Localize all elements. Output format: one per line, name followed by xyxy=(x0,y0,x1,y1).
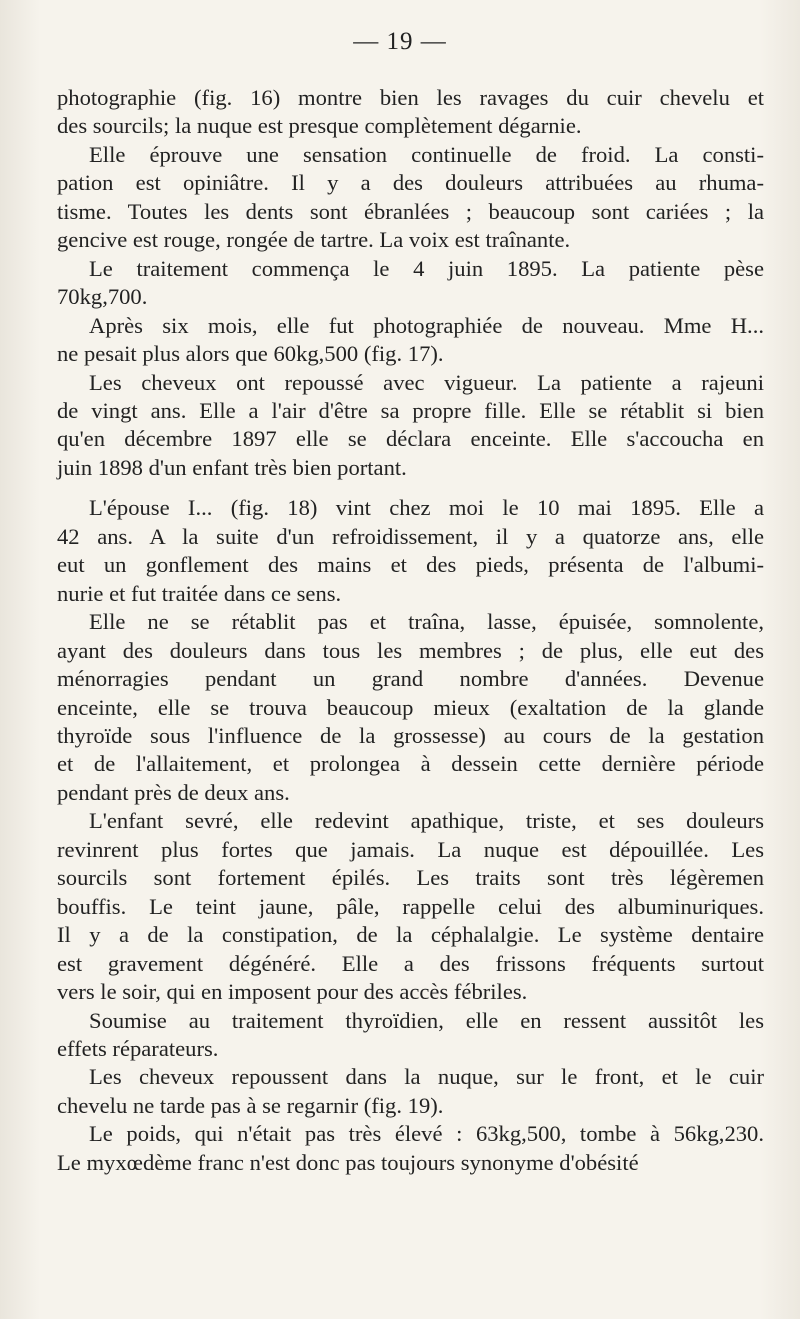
text-line: Le myxœdème franc n'est donc pas toujours synonyme d'obésité xyxy=(57,1149,639,1175)
text-line: ayant des douleurs dans tous les membres ; de plus, elle eut des xyxy=(57,637,764,663)
text-line: Le poids, qui n'était pas très élevé : 63kg,500, tombe à 56kg,230. xyxy=(89,1121,764,1147)
page-number: — 19 — xyxy=(353,28,447,55)
text-line: vers le soir, qui en imposent pour des accès fébriles. xyxy=(57,979,528,1005)
text-line: Soumise au traitement thyroïdien, elle en ressent aussitôt les xyxy=(89,1007,764,1033)
text-line: pendant près de deux ans. xyxy=(57,779,290,805)
text-line: L'épouse I... (fig. 18) vint chez moi le 10 mai 1895. Elle a xyxy=(89,495,764,521)
text-line: L'enfant sevré, elle redevint apathique, triste, et ses douleurs xyxy=(89,808,764,834)
text-line: Les cheveux ont repoussé avec vigueur. La patiente a rajeuni xyxy=(89,369,764,395)
text-line: Le traitement commença le 4 juin 1895. La patiente pèse xyxy=(89,255,764,281)
text-line: Les cheveux repoussent dans la nuque, sur le front, et le cuir xyxy=(89,1064,764,1090)
text-line: eut un gonflement des mains et des pieds, présenta de l'albumi- xyxy=(57,552,764,578)
text-line: pation est opiniâtre. Il y a des douleurs attribuées au rhuma- xyxy=(57,170,764,196)
text-line: nurie et fut traitée dans ce sens. xyxy=(57,580,342,606)
text-line: Elle ne se rétablit pas et traîna, lasse, épuisée, somnolente, xyxy=(89,609,764,635)
text-line: est gravement dégénéré. Elle a des frissons fréquents surtout xyxy=(57,950,764,976)
text-line: qu'en décembre 1897 elle se déclara enceinte. Elle s'accoucha en xyxy=(57,426,764,452)
text-line: ne pesait plus alors que 60kg,500 (fig. 17). xyxy=(57,341,444,367)
body-text xyxy=(57,84,764,1177)
text-line: de vingt ans. Elle a l'air d'être sa propre fille. Elle se rétablit si bien xyxy=(57,397,764,423)
text-line: Après six mois, elle fut photographiée de nouveau. Mme H... xyxy=(89,312,764,338)
text-line: revinrent plus fortes que jamais. La nuque est dépouillée. Les xyxy=(57,836,764,862)
text-line: gencive est rouge, rongée de tartre. La voix est traînante. xyxy=(57,227,571,253)
text-line: des sourcils; la nuque est presque complètement dégarnie. xyxy=(57,113,582,139)
text-line: tisme. Toutes les dents sont ébranlées ; beaucoup sont cariées ; la xyxy=(57,198,764,224)
text-line: thyroïde sous l'influence de la grossesse) au cours de la gestation xyxy=(57,722,764,748)
text-line: sourcils sont fortement épilés. Les traits sont très légèremen xyxy=(57,865,764,891)
text-line: chevelu ne tarde pas à se regarnir (fig. 19). xyxy=(57,1092,444,1118)
text-line: 70kg,700. xyxy=(57,284,148,310)
text-line: enceinte, elle se trouva beaucoup mieux (exaltation de la glande xyxy=(57,694,764,720)
text-line: ménorragies pendant un grand nombre d'années. Devenue xyxy=(57,666,764,692)
text-line: Il y a de la constipation, de la céphalalgie. Le système dentaire xyxy=(57,922,764,948)
text-line: Elle éprouve une sensation continuelle de froid. La consti- xyxy=(89,141,764,167)
text-line: juin 1898 d'un enfant très bien portant. xyxy=(57,454,407,480)
text-line: photographie (fig. 16) montre bien les ravages du cuir chevelu et xyxy=(57,85,764,110)
text-line: effets réparateurs. xyxy=(57,1035,219,1061)
text-line: 42 ans. A la suite d'un refroidissement, il y a quatorze ans, elle xyxy=(57,523,764,549)
text-line: bouffis. Le teint jaune, pâle, rappelle celui des albuminuriques. xyxy=(57,893,764,919)
text-line: et de l'allaitement, et prolongea à dessein cette dernière période xyxy=(57,751,764,777)
